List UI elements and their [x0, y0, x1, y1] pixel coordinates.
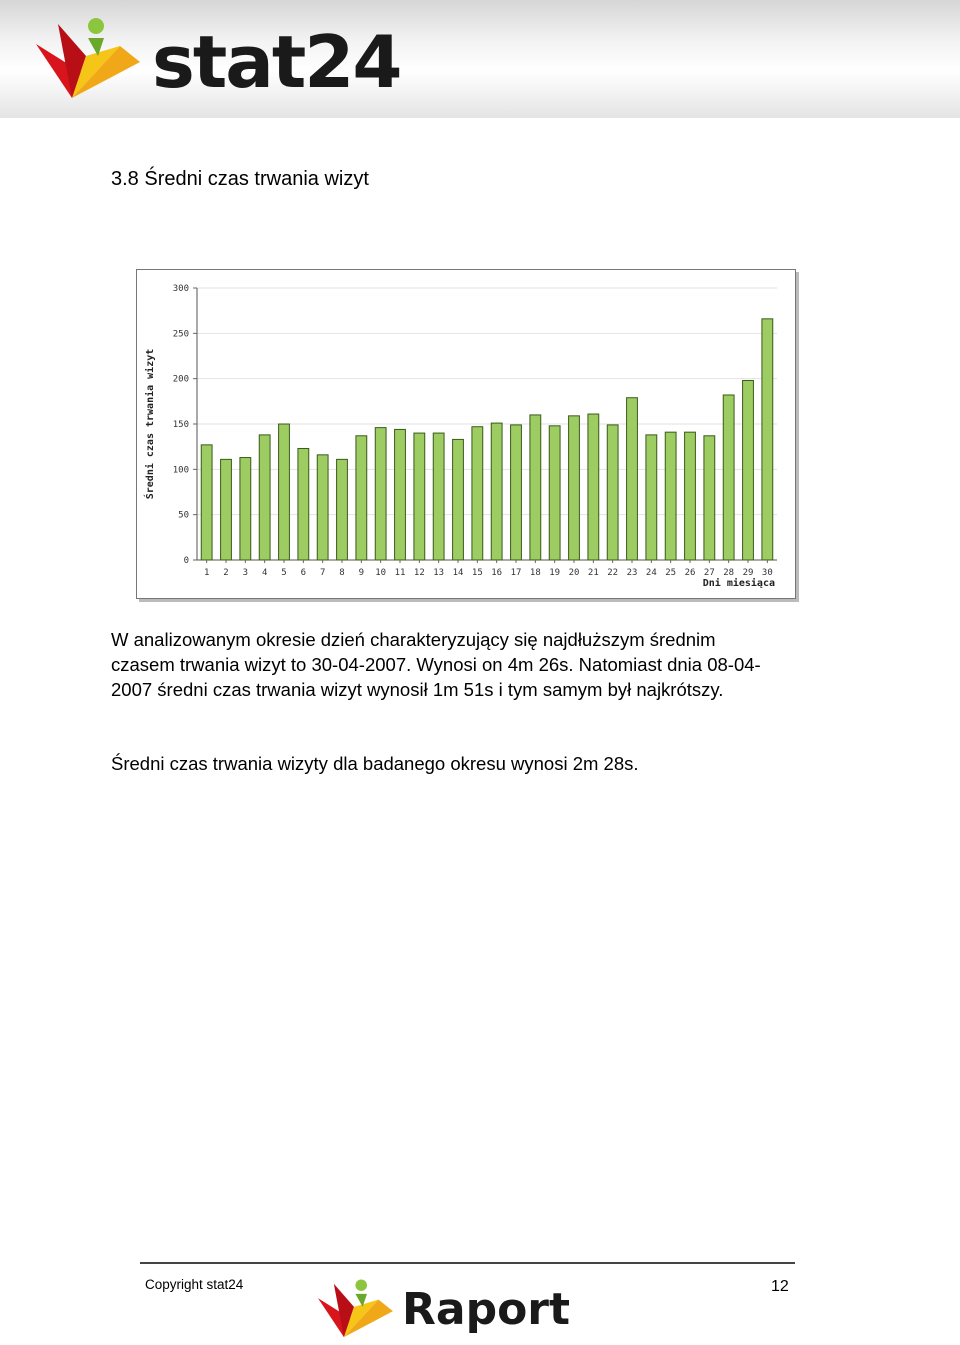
bar — [337, 459, 348, 560]
x-tick-label: 10 — [375, 568, 387, 578]
y-tick-label: 0 — [183, 556, 189, 566]
bar — [743, 380, 754, 560]
x-tick-label: 19 — [549, 568, 561, 578]
raport-logo-text: Raport — [402, 1284, 571, 1335]
x-tick-label: 7 — [319, 568, 326, 578]
x-tick-label: 27 — [703, 568, 715, 578]
x-tick-label: 18 — [529, 568, 541, 578]
x-tick-label: 24 — [645, 568, 657, 578]
bar-chart — [137, 270, 795, 598]
x-tick-label: 20 — [568, 568, 580, 578]
page-header — [0, 0, 960, 118]
bar — [240, 458, 251, 560]
x-tick-label: 9 — [358, 568, 365, 578]
x-tick-label: 3 — [242, 568, 249, 578]
bar — [221, 459, 232, 560]
bar — [685, 432, 696, 560]
analysis-paragraph: W analizowanym okresie dzień charakteryzujący się najdłuższym średnim czasem trwania wizyt to 30-04-2007. Wynosi on 4m 26s. Natomiast dnia 08-04-2007 średni czas trwania wizyt wynosił 1m 51s i tym samym był najkrótszy. — [111, 629, 761, 700]
y-tick-label: 200 — [172, 374, 189, 385]
summary-paragraph: Średni czas trwania wizyty dla badanego okresu wynosi 2m 28s. — [111, 753, 639, 774]
x-tick-label: 15 — [471, 568, 483, 578]
y-tick-label: 50 — [178, 510, 189, 521]
bar — [201, 445, 212, 560]
bar — [356, 436, 367, 560]
x-tick-label: 13 — [433, 568, 445, 578]
brand-logo-text: stat24 — [152, 20, 401, 104]
y-axis-title: Średni czas trwania wizyt — [145, 348, 156, 500]
bar — [279, 424, 290, 560]
bar — [395, 429, 406, 560]
y-tick-label: 250 — [172, 329, 189, 340]
bar — [646, 435, 657, 560]
x-tick-label: 22 — [607, 568, 619, 578]
bar — [511, 425, 522, 560]
bar — [704, 436, 715, 560]
x-tick-label: 26 — [684, 568, 696, 578]
bar — [588, 414, 599, 560]
x-tick-label: 11 — [394, 568, 406, 578]
x-tick-label: 17 — [510, 568, 522, 578]
bar — [530, 415, 541, 560]
bar — [375, 428, 386, 560]
bar — [723, 395, 734, 560]
page-number: 12 — [771, 1278, 789, 1295]
x-tick-label: 30 — [761, 568, 773, 578]
bar — [762, 319, 773, 560]
bar — [607, 425, 618, 560]
stat24-logo-icon — [28, 16, 144, 102]
x-tick-label: 8 — [339, 568, 345, 578]
x-tick-label: 25 — [665, 568, 677, 578]
bar — [433, 433, 444, 560]
copyright-text: Copyright stat24 — [145, 1277, 244, 1292]
x-tick-label: 23 — [626, 568, 638, 578]
x-tick-label: 4 — [261, 568, 268, 578]
x-tick-label: 12 — [413, 568, 425, 578]
bar — [665, 432, 676, 560]
bar-chart-frame — [136, 269, 796, 599]
bar — [627, 398, 638, 560]
x-tick-label: 6 — [300, 568, 307, 578]
footer-divider — [140, 1262, 795, 1264]
x-tick-label: 28 — [723, 568, 735, 578]
bar — [414, 433, 425, 560]
x-tick-label: 16 — [491, 568, 503, 578]
bar — [453, 439, 464, 560]
section-title: 3.8 Średni czas trwania wizyt — [111, 168, 369, 190]
y-tick-label: 150 — [172, 420, 189, 430]
x-tick-label: 2 — [223, 568, 229, 578]
x-tick-label: 29 — [742, 568, 754, 578]
bar — [569, 416, 580, 560]
bar — [472, 427, 483, 560]
bar — [259, 435, 270, 560]
x-axis-title: Dni miesiąca — [702, 578, 775, 589]
x-tick-label: 5 — [281, 568, 287, 578]
bar — [298, 448, 309, 560]
y-tick-label: 100 — [172, 465, 189, 476]
bar — [317, 455, 328, 560]
bar — [491, 423, 502, 560]
y-tick-label: 300 — [172, 284, 189, 294]
raport-logo-icon — [312, 1278, 396, 1340]
x-tick-label: 21 — [587, 568, 599, 578]
bar — [549, 426, 560, 560]
x-tick-label: 14 — [452, 568, 464, 578]
x-tick-label: 1 — [203, 568, 210, 578]
